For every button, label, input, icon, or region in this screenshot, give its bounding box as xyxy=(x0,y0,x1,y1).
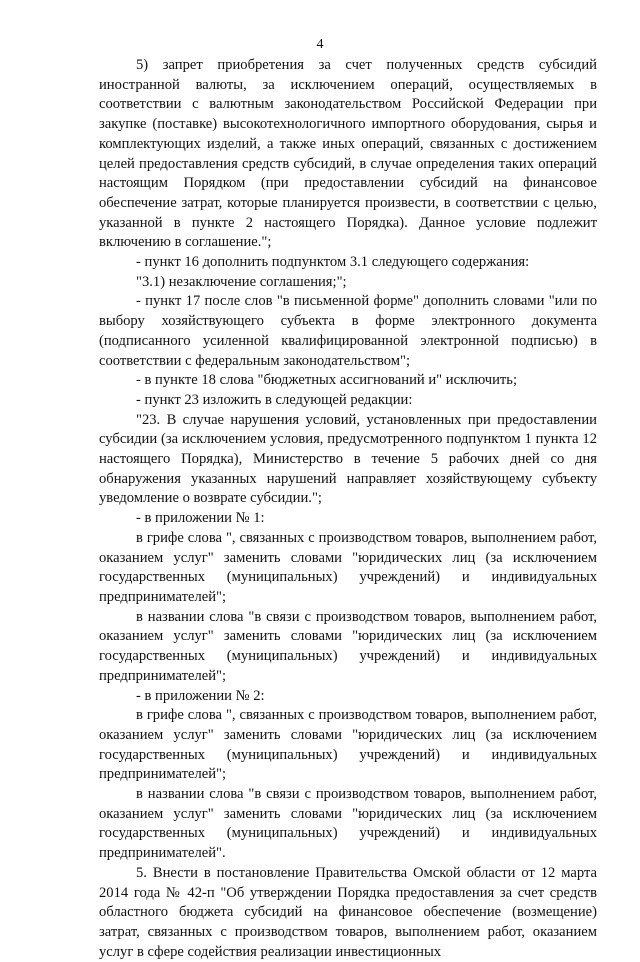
paragraph-appendix-2-title: в названии слова "в связи с производством товаров, выполнением работ, оказанием услуг" заменить словами "юридических лиц (за исключением государственных (муниципальных) учреждений) и индивидуальных предпринимателей". xyxy=(99,786,597,862)
paragraph-appendix-2: - в приложении № 2: xyxy=(136,687,265,704)
paragraph-appendix-1-grif: в грифе слова ", связанных с производством товаров, выполнением работ, оказанием услуг" заменить словами "юридических лиц (за исключением государственных (муниципальных) учреждений) и индивидуальных предпринимателей"; xyxy=(99,529,597,605)
paragraph-item-5-resolution: 5. Внести в постановление Правительства Омской области от 12 марта 2014 года № 42-п "Об утверждении Порядка предоставления за счет средств областного бюджета субсидий на финансовое обеспечение (возмещение) затрат, связанных с производством товаров, выполнением работ, оказанием услуг в сфере содействия реализации инвестиционных xyxy=(99,864,597,960)
paragraph-subpoint-3-1: "3.1) незаключение соглашения;"; xyxy=(136,273,347,290)
paragraph-appendix-1-title: в названии слова "в связи с производством товаров, выполнением работ, оказанием услуг" заменить словами "юридических лиц (за исключением государственных (муниципальных) учреждений) и индивидуальных предпринимателей"; xyxy=(99,608,597,684)
paragraph-appendix-1: - в приложении № 1: xyxy=(136,510,265,527)
paragraph-point-18: - в пункте 18 слова "бюджетных ассигнований и" исключить; xyxy=(136,372,518,389)
paragraph-point-23-text: "23. В случае нарушения условий, установленных при предоставлении субсидии (за исключением условия, предусмотренного подпунктом 1 пункта 12 настоящего Порядка), Министерство в течение 5 рабочих дней со дня обнаружения указанных нарушений направляет хозяйствующему субъекту уведомление о возврате субсидии."; xyxy=(99,411,597,507)
paragraph-point-16: - пункт 16 дополнить подпунктом 3.1 следующего содержания: xyxy=(136,254,530,271)
page-number: 4 xyxy=(316,37,324,52)
paragraph-item-5-restriction: 5) запрет приобретения за счет полученных средств субсидий иностранной валюты, за исключением операций, осуществляемых в соответствии с валютным законодательством Российской Федерации при закупке (поставке) высокотехнологичного импортного оборудования, сырья и комплектующих изделий, а также иных операций, связанных с достижением целей предоставления средств субсидий, в случае определения таких операций настоящим Порядком (при предоставлении субсидий на финансовое обеспечение затрат, которые планируется произвести, в соответствии с целью, указанной в пункте 2 настоящего Порядка). Данное условие подлежит включению в соглашение."; xyxy=(99,57,597,251)
paragraph-point-23-intro: - пункт 23 изложить в следующей редакции: xyxy=(136,391,413,408)
paragraph-appendix-2-grif: в грифе слова ", связанных с производством товаров, выполнением работ, оказанием услуг" заменить словами "юридических лиц (за исключением государственных (муниципальных) учреждений) и индивидуальных предпринимателей"; xyxy=(99,707,597,783)
document-body xyxy=(99,56,597,962)
paragraph-point-17: - пункт 17 после слов "в письменной форме" дополнить словами "или по выбору хозяйствующего субъекта в форме электронного документа (подписанного усиленной квалифицированной электронной подписью) в соответствии с федеральным законодательством"; xyxy=(99,293,597,369)
